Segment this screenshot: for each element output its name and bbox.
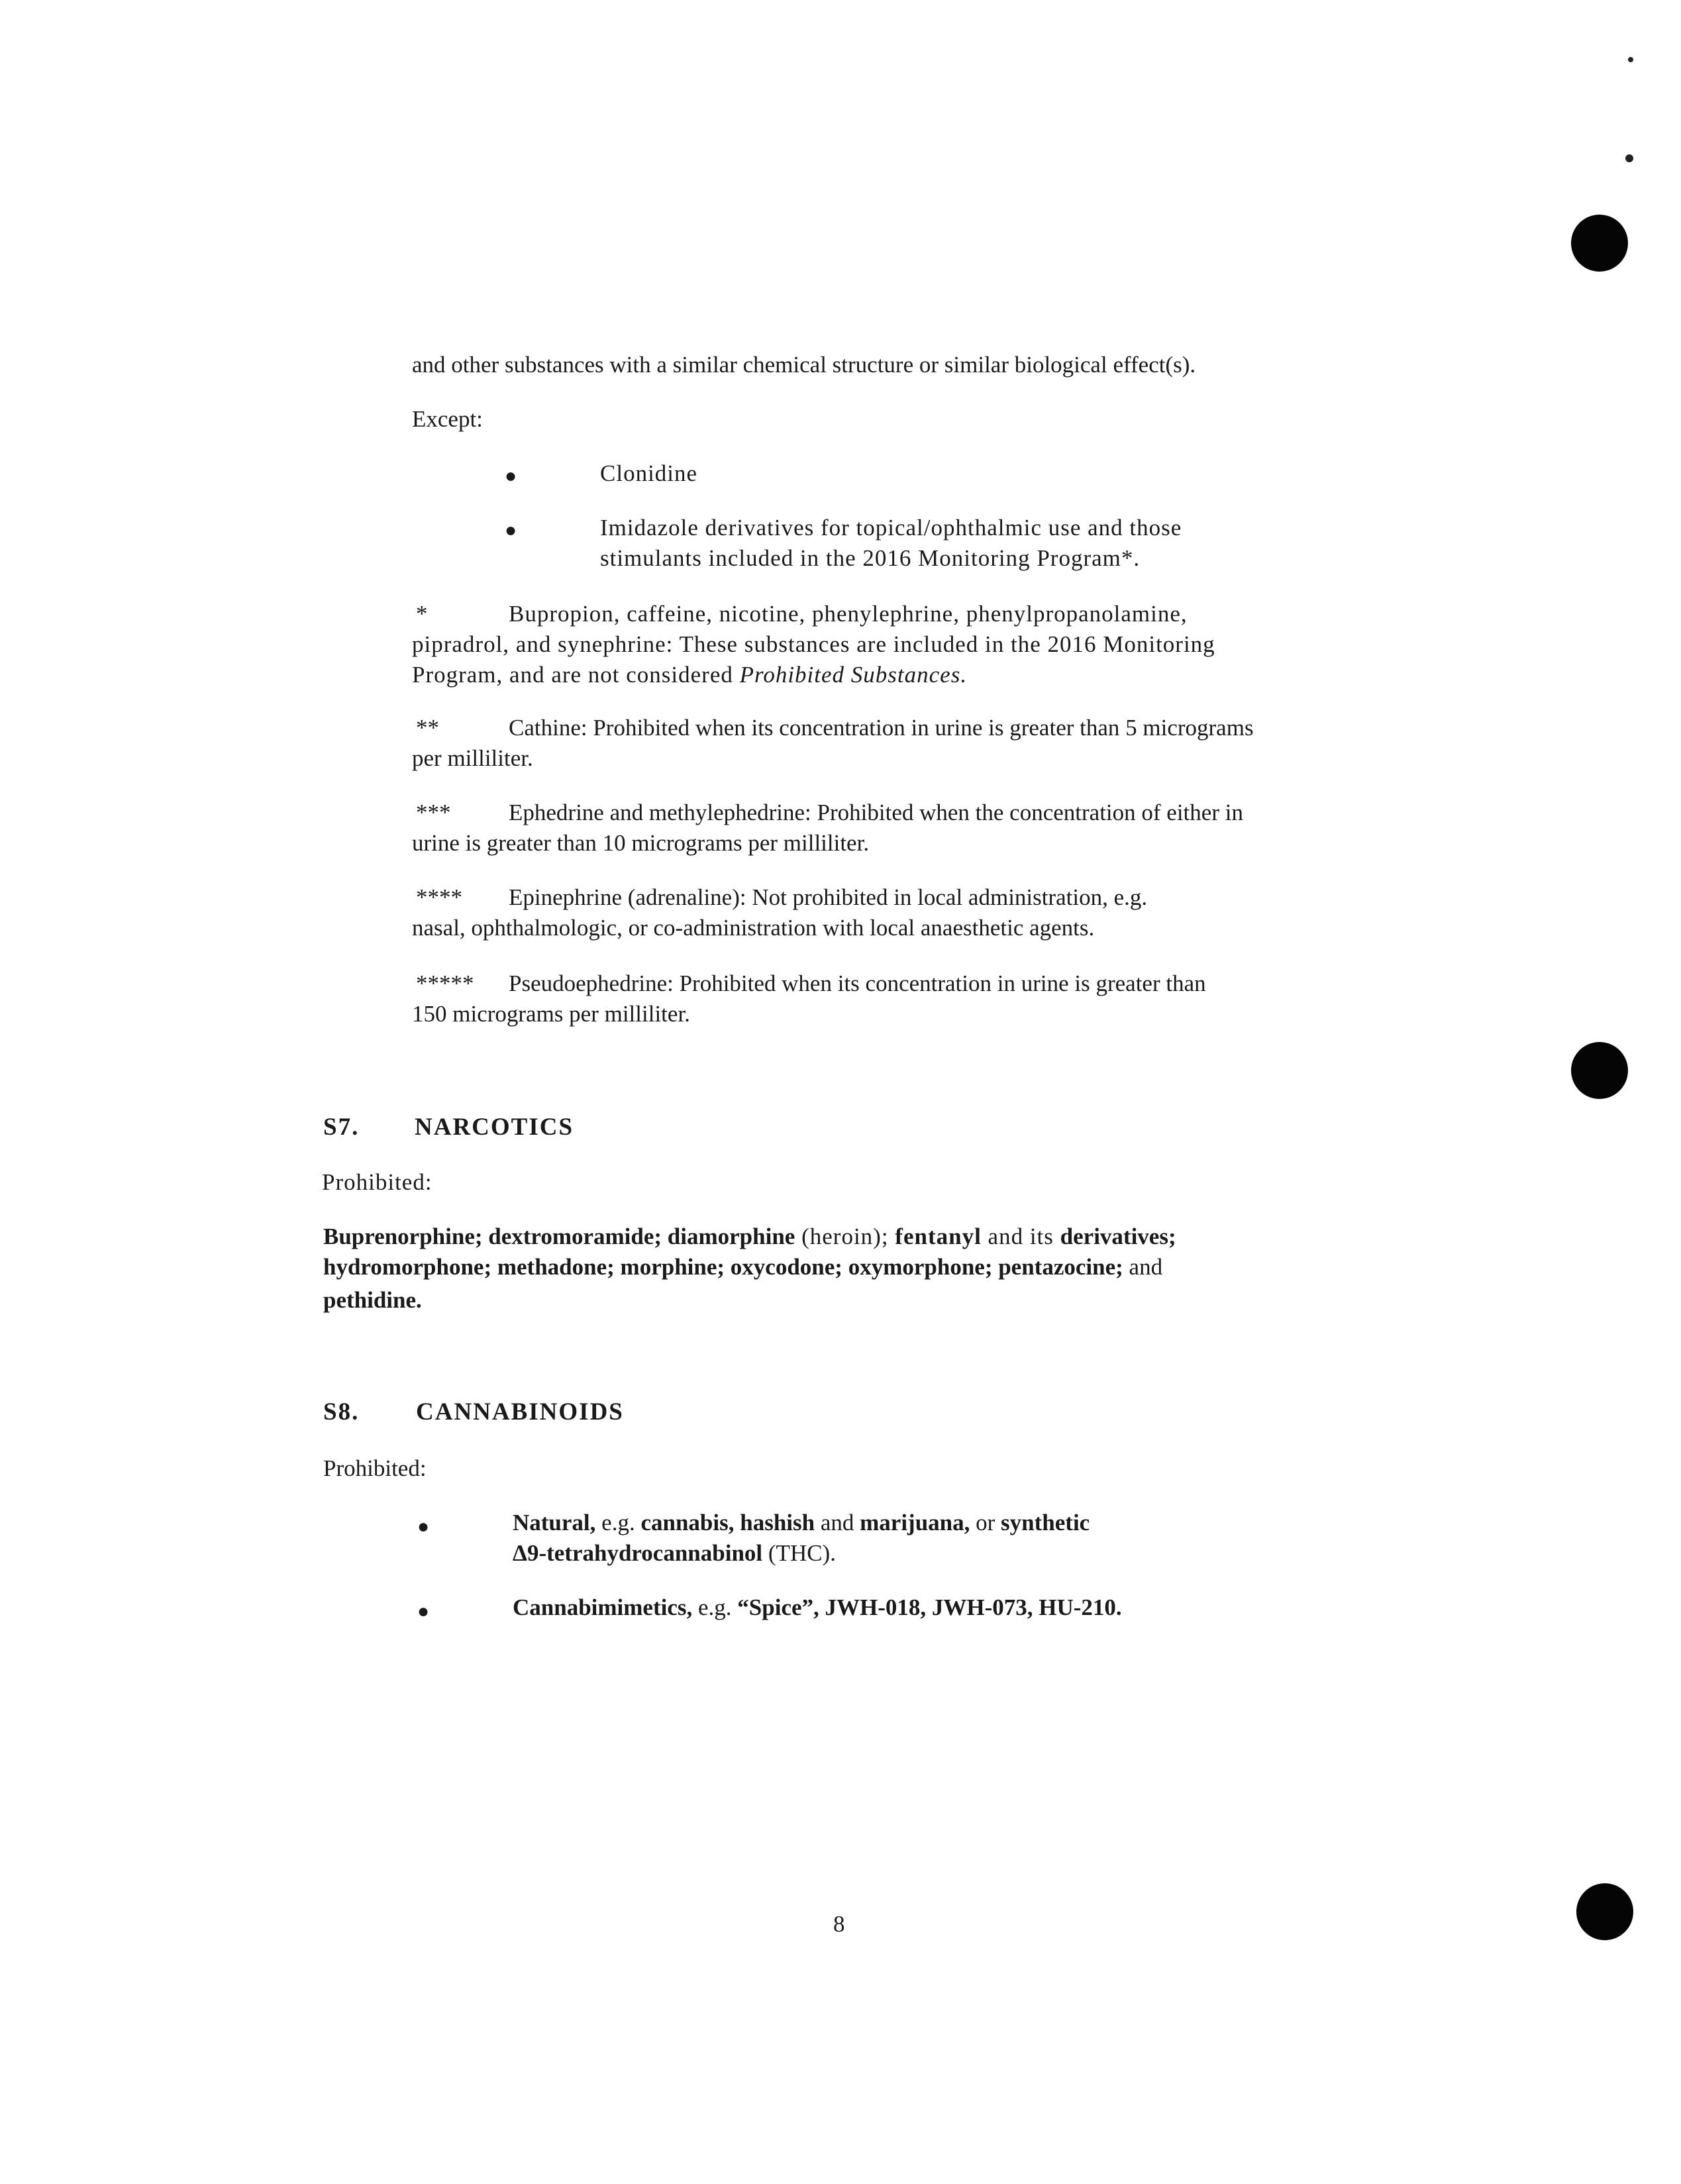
footnote-line: Cathine: Prohibited when its concentration in urine is greater than 5 micrograms	[509, 715, 1254, 741]
footnote-mark: ****	[416, 884, 462, 910]
prohibited-label: Prohibited:	[323, 1455, 427, 1481]
footnote-mark: ***	[416, 800, 451, 825]
section-code-s8: S8.	[323, 1398, 360, 1426]
cannabinoids-item: Natural, e.g. cannabis, hashish and marijuana, or synthetic	[513, 1510, 1090, 1535]
cannabinoids-item-continuation: Δ9-tetrahydrocannabinol (THC).	[513, 1540, 836, 1566]
bullet-icon: ●	[417, 1600, 430, 1622]
footnote-line: Ephedrine and methylephedrine: Prohibited when the concentration of either in	[509, 800, 1243, 825]
page-number: 8	[833, 1911, 845, 1937]
footnote-line: Bupropion, caffeine, nicotine, phenylephrine, phenylpropanolamine,	[509, 601, 1188, 627]
section-title-s8: CANNABINOIDS	[416, 1398, 624, 1426]
narcotics-list-line: pethidine.	[323, 1287, 422, 1313]
footnote-mark: *****	[416, 970, 474, 996]
footnote-line: 150 micrograms per milliliter.	[412, 1001, 690, 1027]
footnote-mark: *	[416, 601, 428, 627]
hole-punch-top	[1571, 215, 1628, 272]
intro-line: and other substances with a similar chemical structure or similar biological effect(s).	[412, 352, 1196, 378]
scan-speck	[1628, 57, 1633, 62]
hole-punch-middle	[1571, 1042, 1628, 1099]
bullet-icon: ●	[417, 1516, 430, 1537]
footnote-line: nasal, ophthalmologic, or co-administration with local anaesthetic agents.	[412, 915, 1095, 941]
except-item: Imidazole derivatives for topical/ophthalmic use and those	[600, 515, 1182, 541]
footnote-line: Program, and are not considered Prohibited Substances.	[412, 662, 968, 688]
scan-speck	[1625, 154, 1633, 162]
except-label: Except:	[412, 406, 483, 432]
bullet-icon: ●	[505, 465, 517, 487]
except-item: Clonidine	[600, 460, 698, 486]
footnote-line: per milliliter.	[412, 745, 533, 771]
footnote-line: Pseudoephedrine: Prohibited when its concentration in urine is greater than	[509, 970, 1206, 996]
cannabinoids-item: Cannabimimetics, e.g. “Spice”, JWH-018, JWH-073, HU-210.	[513, 1594, 1122, 1620]
except-item-continuation: stimulants included in the 2016 Monitoring Program*.	[600, 545, 1141, 571]
footnote-line: urine is greater than 10 micrograms per milliliter.	[412, 830, 870, 856]
hole-punch-bottom	[1576, 1883, 1633, 1940]
footnote-mark: **	[416, 715, 439, 741]
narcotics-list-line: Buprenorphine; dextromoramide; diamorphine (heroin); fentanyl and its derivatives;	[323, 1223, 1176, 1249]
section-title-s7: NARCOTICS	[415, 1114, 574, 1141]
footnote-line: Epinephrine (adrenaline): Not prohibited in local administration, e.g.	[509, 884, 1148, 910]
section-code-s7: S7.	[323, 1114, 360, 1141]
bullet-icon: ●	[505, 519, 517, 541]
narcotics-list-line: hydromorphone; methadone; morphine; oxycodone; oxymorphone; pentazocine; and	[323, 1254, 1163, 1280]
footnote-line: pipradrol, and synephrine: These substances are included in the 2016 Monitoring	[412, 631, 1215, 657]
prohibited-label: Prohibited:	[322, 1169, 433, 1195]
